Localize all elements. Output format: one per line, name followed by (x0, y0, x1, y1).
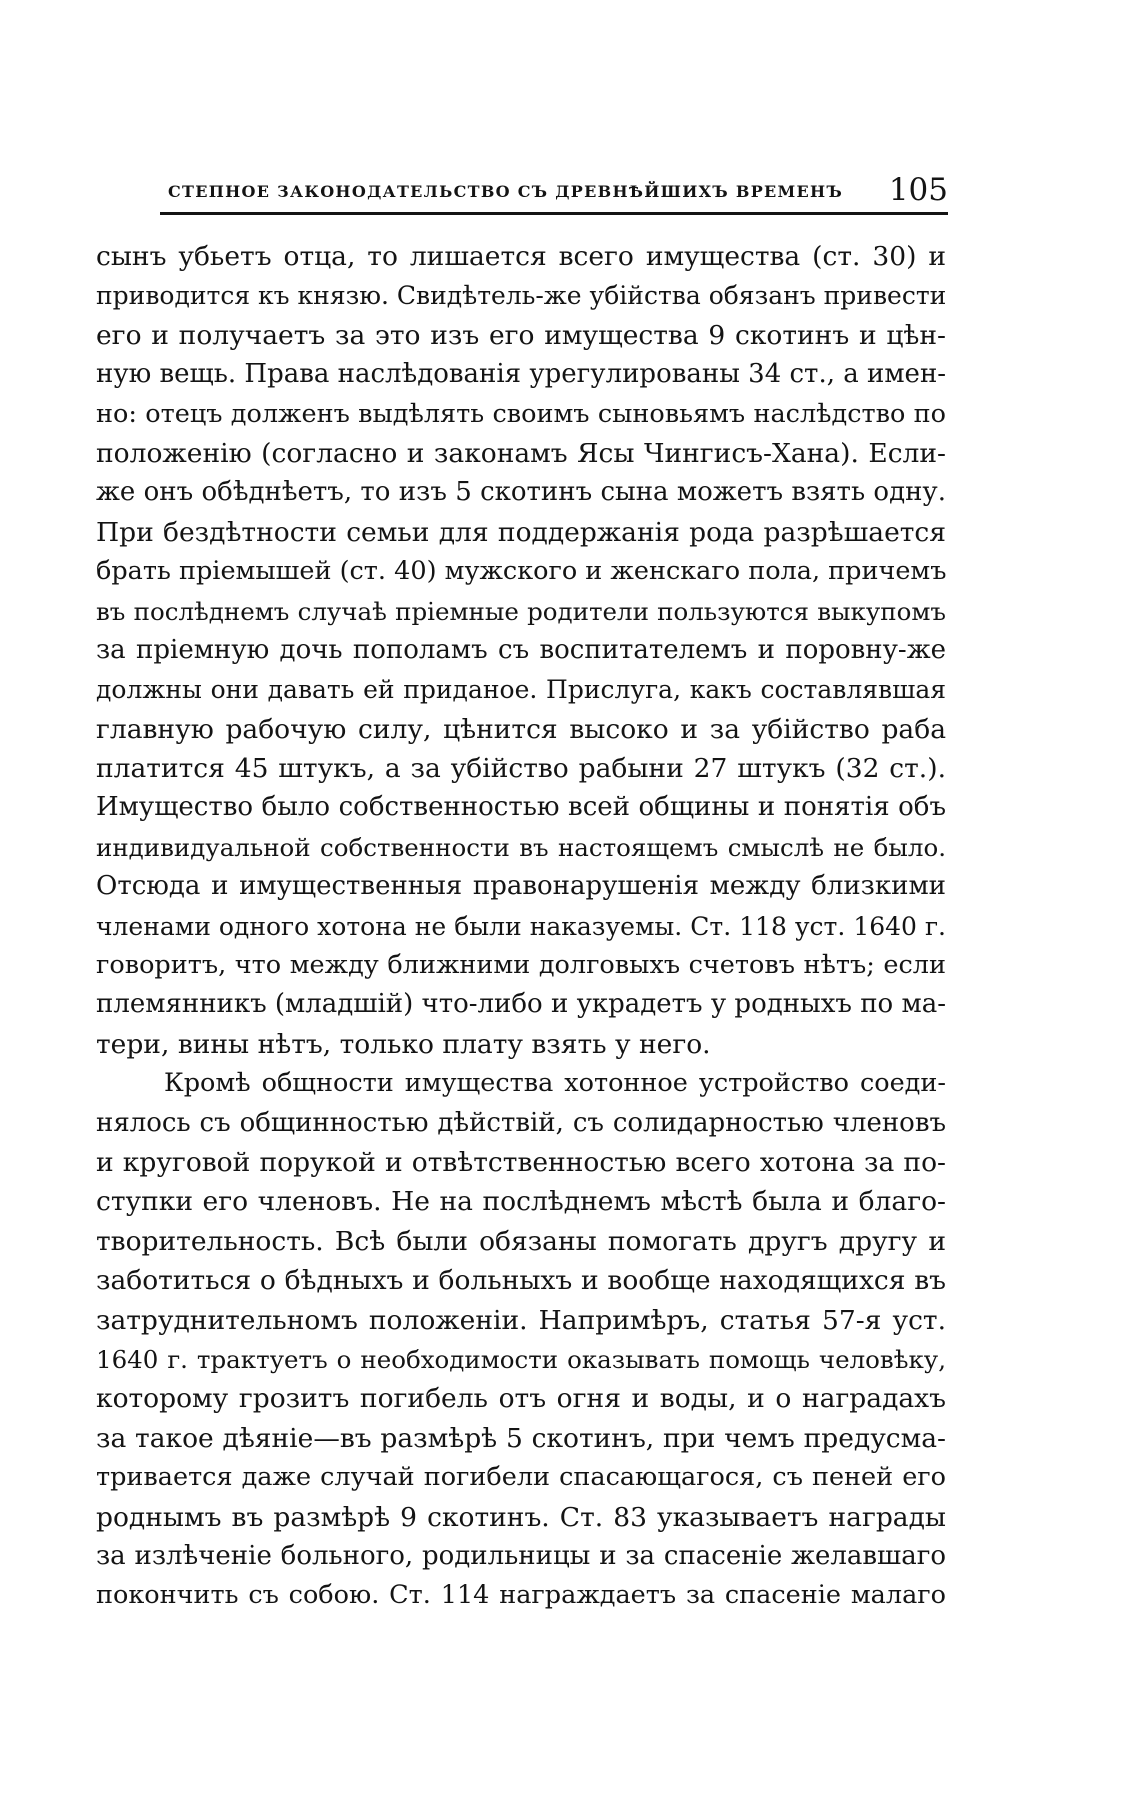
text-line: за такое дѣяніе—въ размѣрѣ 5 скотинъ, при чемъ предусма- (96, 1422, 946, 1454)
text-line: за излѣченіе больного, родильницы и за спасеніе желавшаго (96, 1540, 946, 1571)
text-line: платится 45 штукъ, а за убійство рабыни 27 штукъ (32 ст.). (96, 753, 946, 785)
text-line: и круговой порукой и отвѣтственностью всего хотона за по- (96, 1146, 946, 1178)
text-line: тери, вины нѣтъ, только плату взять у него. (96, 1028, 711, 1060)
text-line: Отсюда и имущественныя правонарушенія между близкими (96, 871, 946, 902)
text-line: положенію (согласно и законамъ Ясы Чингисъ-Хана). Если- (96, 437, 946, 469)
body-text (96, 237, 946, 1616)
text-line: заботиться о бѣдныхъ и больныхъ и вообще находящихся въ (96, 1265, 946, 1297)
text-line: главную рабочую силу, цѣнится высоко и за убійство раба (96, 713, 946, 745)
text-line: роднымъ въ размѣрѣ 9 скотинъ. Ст. 83 указываетъ награды (96, 1501, 946, 1533)
text-line: племянникъ (младшій) что-либо и украдетъ у родныхъ по ма- (96, 989, 946, 1020)
header-rule (160, 212, 948, 215)
text-line: которому грозитъ погибель отъ огня и воды, и о наградахъ (96, 1383, 946, 1415)
text-line: ную вещь. Права наслѣдованія урегулированы 34 ст., а имен- (96, 359, 946, 390)
text-line: говоритъ, что между ближними долговыхъ счетовъ нѣтъ; если (96, 950, 946, 981)
paragraph-1 (96, 237, 946, 1064)
text-line: брать пріемышей (ст. 40) мужского и женскаго пола, причемъ (96, 556, 946, 587)
text-line: затруднительномъ положеніи. Напримѣръ, статья 57-я уст. (96, 1304, 946, 1336)
text-line: 1640 г. трактуетъ о необходимости оказывать помощь человѣку, (96, 1344, 946, 1374)
text-line: должны они давать ей приданое. Прислуга, какъ составлявшая (96, 675, 946, 705)
text-line: Кромѣ общности имущества хотонное устройство соеди- (164, 1068, 946, 1099)
text-line: покончить съ собою. Ст. 114 награждаетъ за спасеніе малаго (96, 1580, 946, 1611)
text-line: его и получаетъ за это изъ его имущества 9 скотинъ и цѣн- (96, 319, 946, 351)
text-line: въ послѣднемъ случаѣ пріемные родители пользуются выкупомъ (96, 596, 946, 626)
text-line: за пріемную дочь пополамъ съ воспитателемъ и поровну-же (96, 634, 946, 665)
text-line: ступки его членовъ. Не на послѣднемъ мѣстѣ была и благо- (96, 1186, 946, 1218)
text-line: приводится къ князю. Свидѣтель-же убійства обязанъ привести (96, 281, 946, 311)
page-header (160, 174, 948, 214)
running-title: СТЕПНОЕ ЗАКОНОДАТЕЛЬСТВО СЪ ДРЕВНѢЙШИХЪ ВРЕМЕНЪ (168, 182, 844, 201)
text-line: сынъ убьетъ отца, то лишается всего имущества (ст. 30) и (96, 241, 946, 272)
text-line: творительность. Всѣ были обязаны помогать другъ другу и (96, 1225, 946, 1257)
text-line: Имущество было собственностью всей общины и понятія объ (96, 792, 946, 823)
text-line: тривается даже случай погибели спасающагося, съ пеней его (96, 1462, 946, 1493)
text-line: При бездѣтности семьи для поддержанія рода разрѣшается (96, 516, 946, 548)
text-line: членами одного хотона не были наказуемы. Ст. 118 уст. 1640 г. (96, 911, 946, 941)
paragraph-2 (96, 1064, 946, 1615)
text-line: нялось съ общинностью дѣйствій, съ солидарностью членовъ (96, 1107, 946, 1138)
text-line: индивидуальной собственности въ настоящемъ смыслѣ не было. (96, 832, 946, 862)
text-line: но: отецъ долженъ выдѣлять своимъ сыновьямъ наслѣдство по (96, 398, 946, 429)
text-line: же онъ обѣднѣетъ, то изъ 5 скотинъ сына можетъ взять одну. (96, 477, 946, 508)
page-number: 105 (888, 172, 948, 208)
